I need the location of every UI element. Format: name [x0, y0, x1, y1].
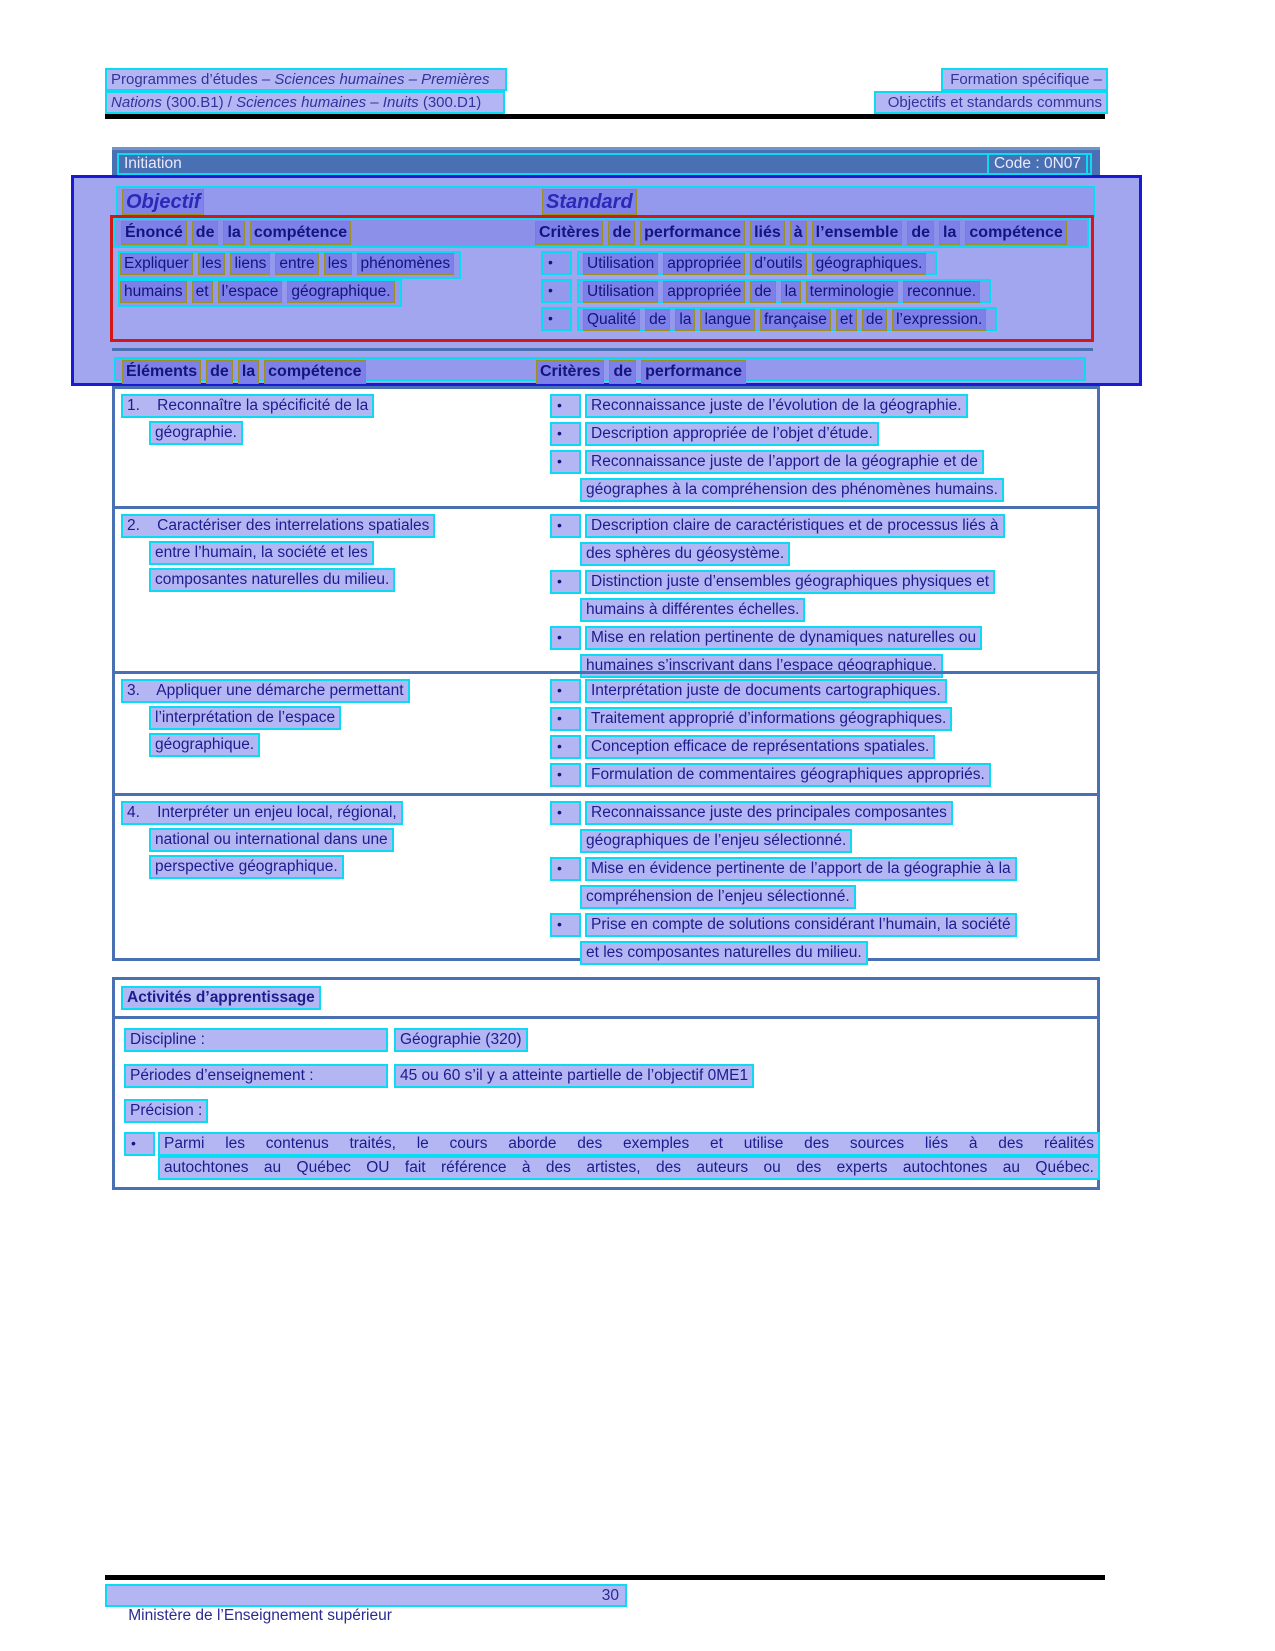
- course-banner: [112, 147, 1100, 175]
- bullet-icon: •: [550, 626, 581, 650]
- discipline-value: Géographie (320): [394, 1028, 528, 1052]
- header-line1-left: Programmes d’études – Sciences humaines – Premières: [105, 68, 507, 91]
- banner-code: Code : 0N07: [987, 153, 1088, 175]
- element-row-2: [115, 506, 1097, 674]
- criteria-line: Reconnaissance juste des principales composantes: [585, 801, 953, 825]
- criteria-list: [550, 514, 1095, 682]
- criteria-line: Interprétation juste de documents cartographiques.: [585, 679, 947, 703]
- enonce-statement-line: Expliquer les liens entre les phénomènes: [118, 251, 461, 279]
- enonce-criterion-text: Utilisation appropriée de la terminologie reconnue.: [577, 279, 991, 303]
- element-text: [121, 679, 410, 760]
- periodes-row: [124, 1064, 749, 1088]
- element-row-4: [115, 793, 1097, 961]
- element-line: national ou international dans une: [149, 828, 394, 852]
- criteria-line: géographes à la compréhension des phénomènes humains.: [580, 478, 1004, 502]
- criteria-line: humains à différentes échelles.: [580, 598, 805, 622]
- element-line: 4. Interpréter un enjeu local, régional,: [121, 801, 403, 825]
- bullet-icon: •: [541, 279, 572, 303]
- bullet-icon: •: [550, 570, 581, 594]
- bullet-icon: •: [550, 707, 581, 731]
- criteria-line: Prise en compte de solutions considérant l’humain, la société: [585, 913, 1017, 937]
- criteria-line: Description claire de caractéristiques et de processus liés à: [585, 514, 1005, 538]
- elements-header-right: Critères de performance: [536, 360, 751, 384]
- criteria-line: et les composantes naturelles du milieu.: [580, 941, 868, 965]
- bullet-icon: •: [550, 913, 581, 937]
- element-line: composantes naturelles du milieu.: [149, 568, 395, 592]
- footer-text: Ministère de l’Enseignement supérieur: [128, 1607, 392, 1624]
- bullet-icon: •: [550, 679, 581, 703]
- precision-row: [124, 1099, 208, 1123]
- activites-bullet-row: [124, 1132, 1094, 1156]
- header-line2-left: Nations (300.B1) / Sciences humaines – Inuits (300.D1): [105, 91, 505, 114]
- bullet-icon: •: [550, 514, 581, 538]
- bullet-icon: •: [550, 394, 581, 418]
- criteria-line: Description appropriée de l’objet d’étude.: [585, 422, 879, 446]
- objectif-standard-row: [116, 186, 1095, 218]
- activites-bullet-line: Parmi les contenus traités, le cours aborde des exemples et utilise des sources liés à des réalités: [158, 1132, 1100, 1156]
- activites-title: Activités d’apprentissage: [121, 986, 321, 1010]
- criteria-line: compréhension de l’enjeu sélectionné.: [580, 885, 856, 909]
- banner-title-box: [117, 153, 1092, 175]
- criteria-line: Traitement approprié d’informations géographiques.: [585, 707, 952, 731]
- objectif-standard-block: [71, 175, 1142, 386]
- criteria-line: Mise en relation pertinente de dynamiques naturelles ou: [585, 626, 982, 650]
- criteria-line: Conception efficace de représentations spatiales.: [585, 735, 935, 759]
- activites-bullet-line: autochtones au Québec OU fait référence à des artistes, des auteurs ou des experts autochtones au Québec.: [158, 1156, 1100, 1180]
- activites-bullet-row: [158, 1156, 1100, 1180]
- precision-label: Précision :: [124, 1099, 208, 1123]
- page-number: 30: [601, 1587, 619, 1604]
- discipline-row: [124, 1028, 522, 1052]
- criteria-list: [550, 801, 1095, 969]
- enonce-criterion: [541, 279, 991, 303]
- periodes-value: 45 ou 60 s’il y a atteinte partielle de l’objectif 0ME1: [394, 1064, 754, 1088]
- element-row-1: [115, 389, 1097, 506]
- criteria-list: [550, 679, 1095, 791]
- element-text: [121, 801, 403, 882]
- element-text: [121, 514, 435, 595]
- bullet-icon: •: [550, 422, 581, 446]
- element-line: entre l’humain, la société et les: [149, 541, 374, 565]
- element-line: 3. Appliquer une démarche permettant: [121, 679, 410, 703]
- element-line: 2. Caractériser des interrelations spatiales: [121, 514, 435, 538]
- enonce-header-right: Critères de performance liés à l’ensemble de la compétence: [535, 221, 1072, 245]
- elements-header-row: [112, 348, 1093, 386]
- enonce-header-row: [113, 218, 1089, 248]
- element-line: géographique.: [149, 733, 260, 757]
- objectif-label: Objectif: [122, 189, 209, 216]
- criteria-line: Reconnaissance juste de l’évolution de la géographie.: [585, 394, 968, 418]
- criteria-line: des sphères du géosystème.: [580, 542, 790, 566]
- criteria-list: [550, 394, 1095, 506]
- header-line2-right: Objectifs et standards communs: [874, 91, 1108, 114]
- enonce-table: [110, 215, 1094, 342]
- criteria-line: Formulation de commentaires géographiques appropriés.: [585, 763, 991, 787]
- activites-panel: [112, 977, 1100, 1190]
- header-rule: [105, 114, 1105, 119]
- bullet-icon: •: [550, 801, 581, 825]
- bullet-icon: •: [541, 251, 572, 275]
- banner-title: Initiation: [124, 155, 182, 172]
- discipline-label: Discipline :: [124, 1028, 388, 1052]
- standard-label: Standard: [542, 189, 642, 216]
- footer-box: [105, 1584, 627, 1624]
- enonce-criterion-text: Qualité de la langue française et de l’expression.: [577, 307, 997, 331]
- criteria-line: géographiques de l’enjeu sélectionné.: [580, 829, 852, 853]
- enonce-header-left: Énoncé de la compétence: [121, 224, 356, 241]
- periodes-label: Périodes d’enseignement :: [124, 1064, 388, 1088]
- bullet-icon: •: [550, 857, 581, 881]
- element-line: l’interprétation de l’espace: [149, 706, 341, 730]
- element-text: [121, 394, 374, 448]
- enonce-criterion: [541, 307, 997, 331]
- criteria-line: humaines s’inscrivant dans l’espace géographique.: [580, 654, 943, 678]
- elements-table: [112, 386, 1100, 961]
- element-row-3: [115, 671, 1097, 793]
- enonce-criterion: [541, 251, 937, 275]
- bullet-icon: •: [550, 735, 581, 759]
- header-line1-right: Formation spécifique –: [941, 68, 1108, 91]
- bullet-icon: •: [550, 763, 581, 787]
- element-line: géographie.: [149, 421, 243, 445]
- element-line: 1. Reconnaître la spécificité de la: [121, 394, 374, 418]
- elements-header-left: Éléments de la compétence: [122, 363, 371, 380]
- criteria-line: Reconnaissance juste de l’apport de la géographie et de: [585, 450, 984, 474]
- criteria-line: Distinction juste d’ensembles géographiques physiques et: [585, 570, 995, 594]
- criteria-line: Mise en évidence pertinente de l’apport de la géographie à la: [585, 857, 1017, 881]
- bullet-icon: •: [550, 450, 581, 474]
- activites-title-box: [121, 986, 321, 1010]
- bullet-icon: •: [541, 307, 572, 331]
- bullet-icon: •: [124, 1132, 155, 1156]
- activites-divider: [115, 1016, 1097, 1019]
- enonce-statement-line: humains et l’espace géographique.: [118, 279, 402, 307]
- element-line: perspective géographique.: [149, 855, 344, 879]
- footer-rule: [105, 1575, 1105, 1580]
- enonce-criterion-text: Utilisation appropriée d’outils géographiques.: [577, 251, 937, 275]
